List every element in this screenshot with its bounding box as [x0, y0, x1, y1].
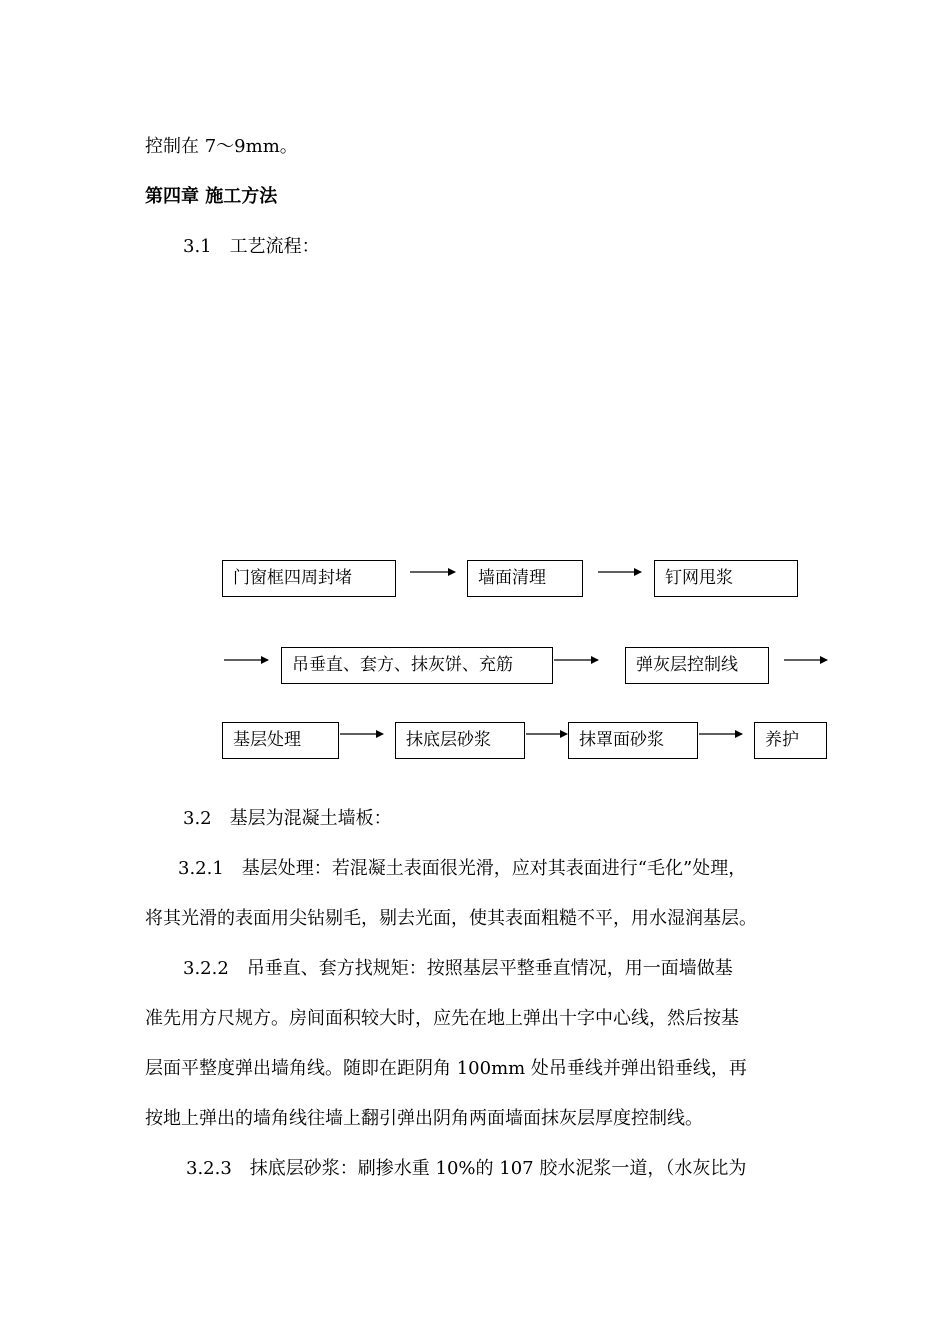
flow-step-base-treatment: 基层处理: [222, 722, 339, 759]
flow-step-door-window-sealing: 门窗框四周封堵: [222, 560, 396, 597]
flow-step-mesh-slurry: 钉网甩浆: [654, 560, 798, 597]
flow-step-wall-cleaning: 墙面清理: [467, 560, 583, 597]
paragraph-3-2-1-line-1: 3.2.1 基层处理：若混凝土表面很光滑，应对其表面进行“毛化”处理，: [178, 858, 747, 879]
flow-step-control-lines: 弹灰层控制线: [625, 647, 769, 684]
flow-step-curing: 养护: [754, 722, 827, 759]
paragraph-3-2-2-line-3: 层面平整度弹出墙角线。随即在距阴角 100mm 处吊垂线并弹出铅垂线，再: [145, 1058, 747, 1079]
continued-text-line: 控制在 7～9mm。: [145, 136, 298, 157]
paragraph-3-2-2-line-1: 3.2.2 吊垂直、套方找规矩：按照基层平整垂直情况，用一面墙做基: [183, 958, 733, 979]
paragraph-3-2-1-line-2: 将其光滑的表面用尖钻剔毛，剔去光面，使其表面粗糙不平，用水湿润基层。: [145, 908, 757, 929]
flow-step-finish-coat: 抹罩面砂浆: [568, 722, 698, 759]
paragraph-3-2-3-line-1: 3.2.3 抹底层砂浆：刷掺水重 10%的 107 胶水泥浆一道，（水灰比为: [186, 1158, 747, 1179]
section-3-2-heading: 3.2 基层为混凝土墙板：: [183, 808, 392, 829]
paragraph-3-2-2-line-2: 准先用方尺规方。房间面积较大时，应先在地上弹出十字中心线，然后按基: [145, 1008, 739, 1029]
chapter-title: 第四章 施工方法: [145, 186, 278, 207]
paragraph-3-2-2-line-4: 按地上弹出的墙角线往墙上翻引弹出阴角两面墙面抹灰层厚度控制线。: [145, 1108, 703, 1129]
flow-step-plumb-square-screed: 吊垂直、套方、抹灰饼、充筋: [281, 647, 553, 684]
section-3-1-heading: 3.1 工艺流程：: [183, 236, 320, 257]
flow-step-base-coat: 抹底层砂浆: [395, 722, 525, 759]
